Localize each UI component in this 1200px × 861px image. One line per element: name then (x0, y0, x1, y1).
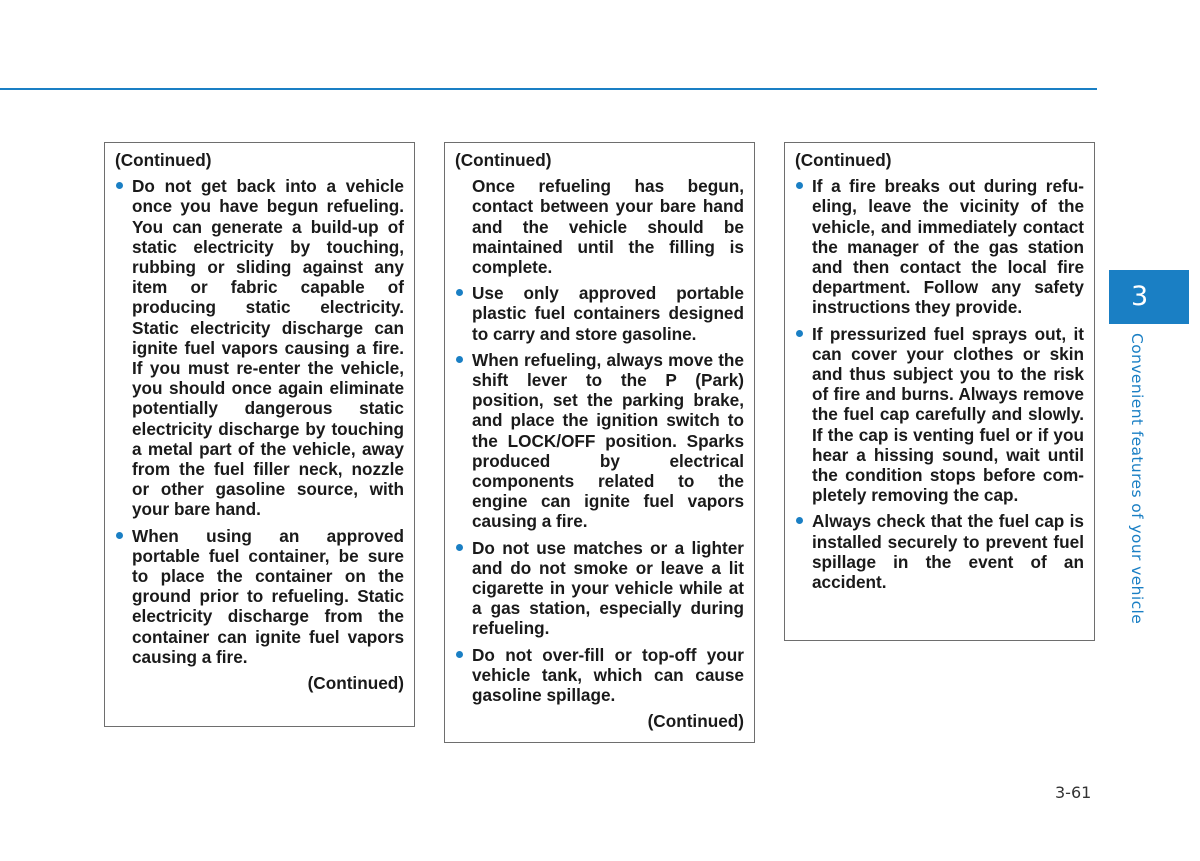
bullet-item (812, 176, 1084, 317)
continued-heading: (Continued) (795, 150, 892, 170)
continued-footer: (Continued) (647, 711, 744, 732)
bullet-dot-icon (116, 532, 123, 539)
continuation-paragraph: Once refueling has begun, contact between your bare hand and the vehicle should be maintained until the filling is complete. (472, 176, 744, 278)
continued-heading: (Continued) (115, 150, 212, 170)
bullet-text: When using an approved portable fuel container, be sure to place the container on the ground prior to refueling. Static electricity discharge from the container can ignite fuel vapors causing a fire. (132, 525, 404, 667)
bullet-item (812, 324, 1084, 506)
bullet-text: Do not get back into a vehicle once you have begun refueling. You can generate a build-up of static electricity by touching, rubbing or sliding against any item or fabric capable of producing static electricity. Static electricity discharge can ignite fuel vapors causing a fire. If you must re-enter the vehicle, you should once again eliminate potentially dangerous static electricity discharge by touching a metal part of the vehicle, away from the fuel filler neck, nozzle or other gasoline source, with your bare hand. (132, 176, 404, 520)
warning-box-3 (784, 142, 1095, 641)
bullet-item (472, 538, 744, 639)
bullet-dot-icon (456, 544, 463, 551)
bullet-dot-icon (796, 182, 803, 189)
bullet-dot-icon (456, 356, 463, 363)
bullet-text: If pressurized fuel sprays out, it can cover your clothes or skin and thus subject you to the risk of fire and burns. Always remove the fuel cap carefully and slowly. If the cap is venting fuel or if you hear a hissing sound, wait until the condition stops before completely removing the cap. (812, 323, 1084, 506)
page-number: 3-61 (1055, 783, 1092, 802)
warning-box-2 (444, 142, 755, 743)
bullet-dot-icon (456, 651, 463, 658)
bullet-item (472, 283, 744, 344)
bullet-text: Use only approved portable plastic fuel containers designed to carry and store gasoline. (472, 283, 744, 344)
bullet-dot-icon (116, 182, 123, 189)
bullet-item (812, 511, 1084, 592)
bullet-item (472, 350, 744, 532)
continued-footer: (Continued) (307, 673, 404, 694)
bullet-text: When refueling, always move the shift lever to the P (Park) position, set the parking brake, and place the ignition switch to the LOCK/OFF position. Sparks produced by electrical components related to the engine can ignite fuel vapors causing a fire. (472, 349, 744, 532)
bullet-text: Do not use matches or a lighter and do not smoke or leave a lit cigarette in your vehicle while at a gas station, especially during refueling. (472, 537, 744, 639)
chapter-tab: 3 (1109, 270, 1189, 324)
bullet-dot-icon (796, 517, 803, 524)
bullet-dot-icon (456, 289, 463, 296)
bullet-dot-icon (796, 330, 803, 337)
warning-box-1 (104, 142, 415, 727)
header-rule (0, 88, 1097, 90)
bullet-text: Do not over-fill or top-off your vehicle tank, which can cause gasoline spillage. (472, 644, 744, 706)
chapter-title: Convenient features of your vehicle (1128, 333, 1146, 625)
bullet-text: Always check that the fuel cap is installed securely to prevent fuel spillage in the event of an accident. (812, 511, 1084, 593)
bullet-item (132, 176, 404, 519)
bullet-item (132, 526, 404, 667)
continued-heading: (Continued) (455, 150, 552, 170)
bullet-text: If a fire breaks out during refueling, leave the vicinity of the vehicle, and immediately contact the manager of the gas station and then contact the local fire department. Follow any safety instructions they provide. (812, 176, 1084, 318)
bullet-item (472, 645, 744, 706)
